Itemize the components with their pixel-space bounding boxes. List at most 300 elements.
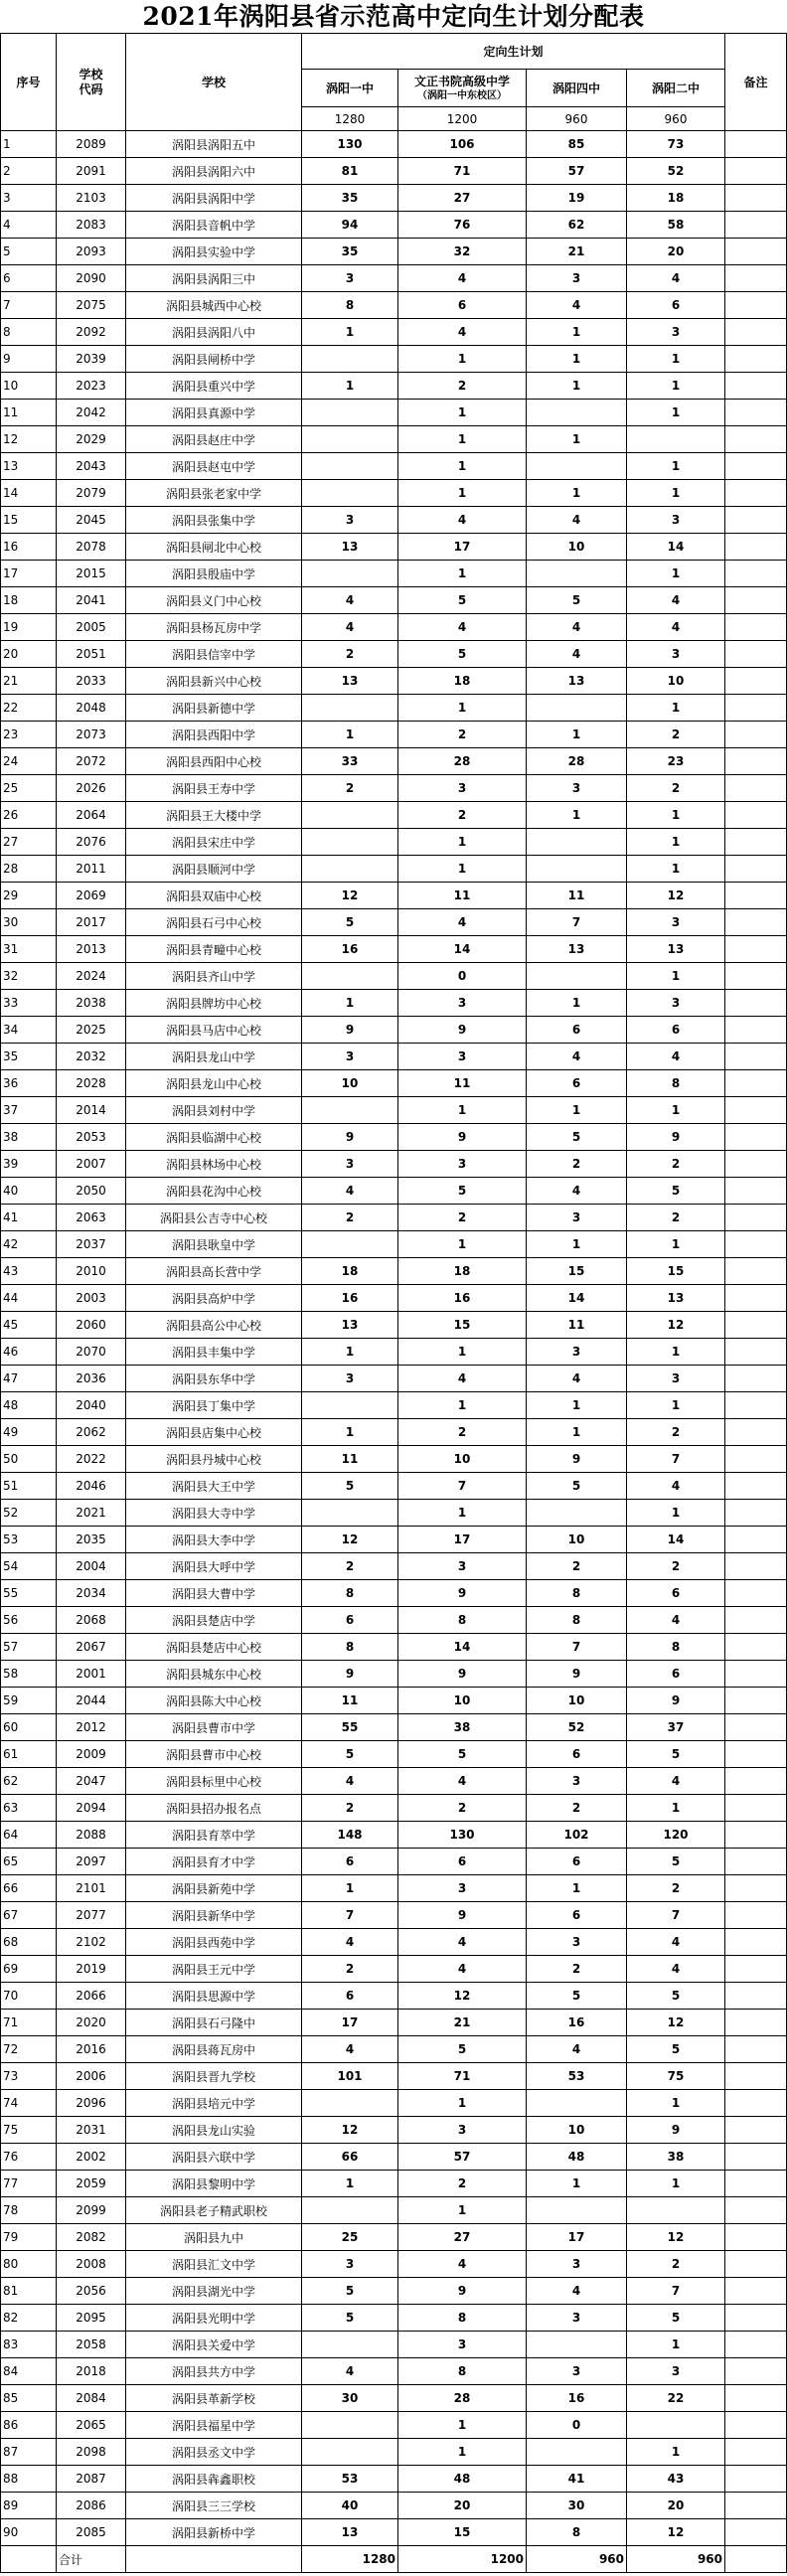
quota-cell-3: 3: [527, 1929, 627, 1956]
seq-cell: 26: [1, 802, 57, 829]
school-code-cell: 2033: [57, 668, 126, 695]
quota-cell-3: 16: [527, 2385, 627, 2412]
remark-cell: [725, 1258, 787, 1285]
school-name-cell: 涡阳县双庙中心校: [126, 883, 302, 909]
quota-cell-3: 4: [527, 2036, 627, 2063]
school-name-cell: 涡阳县青疃中心校: [126, 936, 302, 963]
quota-cell-3: 19: [527, 185, 627, 212]
quota-cell-3: 4: [527, 292, 627, 319]
quota-cell-2: 6: [398, 292, 527, 319]
quota-cell-4: 6: [627, 292, 725, 319]
school-code-cell: 2066: [57, 1983, 126, 2010]
seq-cell: 20: [1, 641, 57, 668]
quota-cell-4: 13: [627, 1285, 725, 1312]
quota-cell-1: 10: [302, 1070, 398, 1097]
quota-cell-2: 38: [398, 1714, 527, 1741]
table-row: [1, 829, 787, 856]
seq-cell: 89: [1, 2493, 57, 2519]
school-name-cell: 涡阳县育萃中学: [126, 1822, 302, 1849]
remark-cell: [725, 1339, 787, 1366]
quota-cell-2: 3: [398, 775, 527, 802]
total-value-3: 960: [527, 2546, 627, 2573]
quota-cell-4: 6: [627, 1661, 725, 1688]
page-title: 2021年涡阳县省示范高中定向生计划分配表: [142, 2, 645, 31]
school-name-cell: 涡阳县信宰中学: [126, 641, 302, 668]
quota-cell-1: 40: [302, 2493, 398, 2519]
quota-cell-2: 5: [398, 587, 527, 614]
quota-cell-1: 35: [302, 185, 398, 212]
quota-cell-4: 20: [627, 2493, 725, 2519]
quota-cell-4: 5: [627, 1741, 725, 1768]
remark-cell: [725, 2117, 787, 2144]
quota-cell-3: 62: [527, 212, 627, 239]
school-code-cell: 2086: [57, 2493, 126, 2519]
school-code-cell: 2065: [57, 2412, 126, 2439]
school-name-cell: 涡阳县培元中学: [126, 2090, 302, 2117]
table-row: [1, 1419, 787, 1446]
seq-cell: 40: [1, 1178, 57, 1205]
school-code-cell: 2085: [57, 2519, 126, 2546]
school-name-cell: 涡阳县新苑中学: [126, 1875, 302, 1902]
table-row: [1, 936, 787, 963]
school-code-cell: 2005: [57, 614, 126, 641]
remark-cell: [725, 695, 787, 722]
quota-cell-4: 1: [627, 2439, 725, 2466]
quota-cell-3: 6: [527, 1849, 627, 1875]
quota-cell-1: [302, 453, 398, 480]
quota-cell-2: 9: [398, 1017, 527, 1044]
quota-cell-4: 1: [627, 453, 725, 480]
school-name-cell: 涡阳县公吉寺中心校: [126, 1205, 302, 1231]
remark-cell: [725, 1205, 787, 1231]
quota-cell-4: 4: [627, 265, 725, 292]
quota-cell-2: 20: [398, 2493, 527, 2519]
quota-cell-4: 1: [627, 480, 725, 507]
quota-cell-4: 8: [627, 1070, 725, 1097]
school-code-cell: 2093: [57, 239, 126, 265]
school-code-cell: 2088: [57, 1822, 126, 1849]
table-row: [1, 1312, 787, 1339]
seq-cell: 30: [1, 909, 57, 936]
quota-cell-3: 10: [527, 1527, 627, 1553]
school-name-cell: 涡阳县顺河中学: [126, 856, 302, 883]
quota-cell-2: 3: [398, 1553, 527, 1580]
table-row: [1, 561, 787, 587]
quota-cell-3: [527, 2197, 627, 2224]
table-row: [1, 1795, 787, 1822]
quota-cell-4: 23: [627, 748, 725, 775]
quota-cell-3: 6: [527, 1902, 627, 1929]
remark-cell: [725, 400, 787, 426]
seq-cell: 37: [1, 1097, 57, 1124]
quota-cell-1: 1: [302, 1339, 398, 1366]
quota-cell-1: [302, 2332, 398, 2358]
header-school-code: [57, 34, 126, 131]
remark-cell: [725, 185, 787, 212]
school-code-cell: 2046: [57, 1473, 126, 1500]
remark-cell: [725, 239, 787, 265]
quota-cell-2: 14: [398, 1634, 527, 1661]
quota-cell-1: [302, 1231, 398, 1258]
quota-cell-4: 5: [627, 1983, 725, 2010]
school-code-cell: 2041: [57, 587, 126, 614]
quota-cell-4: [627, 2412, 725, 2439]
school-name-cell: 涡阳县临湖中心校: [126, 1124, 302, 1151]
quota-cell-1: 4: [302, 1178, 398, 1205]
remark-cell: [725, 1822, 787, 1849]
remark-cell: [725, 2493, 787, 2519]
remark-cell: [725, 1714, 787, 1741]
seq-cell: 56: [1, 1607, 57, 1634]
table-row: [1, 2493, 787, 2519]
seq-cell: 72: [1, 2036, 57, 2063]
seq-cell: 28: [1, 856, 57, 883]
seq-cell: 84: [1, 2358, 57, 2385]
school-code-cell: 2087: [57, 2466, 126, 2493]
allocation-table: [0, 33, 787, 2573]
quota-cell-2: 11: [398, 883, 527, 909]
school-code-cell: 2017: [57, 909, 126, 936]
quota-cell-1: [302, 1392, 398, 1419]
school-code-cell: 2014: [57, 1097, 126, 1124]
remark-cell: [725, 1017, 787, 1044]
seq-cell: 18: [1, 587, 57, 614]
quota-cell-2: 10: [398, 1446, 527, 1473]
table-row: [1, 2117, 787, 2144]
quota-cell-1: 3: [302, 2251, 398, 2278]
table-row: [1, 695, 787, 722]
seq-cell: 46: [1, 1339, 57, 1366]
seq-cell: 24: [1, 748, 57, 775]
table-row: [1, 1902, 787, 1929]
school-name-cell: 涡阳县高炉中学: [126, 1285, 302, 1312]
quota-cell-4: 73: [627, 131, 725, 158]
quota-cell-3: [527, 2090, 627, 2117]
seq-cell: 22: [1, 695, 57, 722]
table-row: [1, 2412, 787, 2439]
quota-cell-4: 4: [627, 587, 725, 614]
quota-cell-2: 18: [398, 1258, 527, 1285]
seq-cell: 4: [1, 212, 57, 239]
table-row: [1, 453, 787, 480]
remark-cell: [725, 909, 787, 936]
quota-cell-3: 4: [527, 1366, 627, 1392]
remark-cell: [725, 507, 787, 534]
quota-cell-2: 1: [398, 453, 527, 480]
table-row: [1, 1500, 787, 1527]
quota-cell-2: 15: [398, 1312, 527, 1339]
quota-cell-1: 4: [302, 2358, 398, 2385]
quota-cell-1: 30: [302, 2385, 398, 2412]
quota-cell-4: 2: [627, 775, 725, 802]
seq-cell: 19: [1, 614, 57, 641]
quota-cell-4: 3: [627, 641, 725, 668]
total-label: 合计: [57, 2546, 126, 2573]
school-name-cell: 涡阳县涡阳三中: [126, 265, 302, 292]
remark-cell: [725, 1044, 787, 1070]
quota-cell-1: [302, 695, 398, 722]
remark-cell: [725, 1419, 787, 1446]
quota-cell-2: 21: [398, 2010, 527, 2036]
quota-cell-3: 1: [527, 373, 627, 400]
table-row: [1, 1849, 787, 1875]
table-row: [1, 2385, 787, 2412]
remark-cell: [725, 641, 787, 668]
quota-cell-4: 9: [627, 2117, 725, 2144]
seq-cell: 14: [1, 480, 57, 507]
seq-cell: 3: [1, 185, 57, 212]
quota-cell-2: 4: [398, 2251, 527, 2278]
school-name-cell: 涡阳县汇文中学: [126, 2251, 302, 2278]
quota-cell-3: 1: [527, 722, 627, 748]
school-code-cell: 2024: [57, 963, 126, 990]
remark-cell: [725, 2546, 787, 2573]
school-name-cell: 涡阳县城西中心校: [126, 292, 302, 319]
school-name-cell: [126, 2546, 302, 2573]
quota-cell-2: 6: [398, 1849, 527, 1875]
quota-cell-1: 33: [302, 748, 398, 775]
quota-cell-4: 20: [627, 239, 725, 265]
school-code-cell: 2029: [57, 426, 126, 453]
quota-cell-1: 13: [302, 668, 398, 695]
school-name-cell: 涡阳县宋庄中学: [126, 829, 302, 856]
quota-cell-2: 1: [398, 695, 527, 722]
table-row: [1, 265, 787, 292]
school-code-cell: 2103: [57, 185, 126, 212]
quota-cell-4: 1: [627, 1500, 725, 1527]
quota-cell-4: 58: [627, 212, 725, 239]
table-row: [1, 856, 787, 883]
quota-cell-2: 2: [398, 373, 527, 400]
quota-cell-3: 6: [527, 1070, 627, 1097]
quota-cell-1: 4: [302, 614, 398, 641]
seq-cell: 80: [1, 2251, 57, 2278]
seq-cell: 25: [1, 775, 57, 802]
seq-cell: 64: [1, 1822, 57, 1849]
school-name-cell: 涡阳县涡阳中学: [126, 185, 302, 212]
quota-cell-3: 52: [527, 1714, 627, 1741]
quota-cell-3: [527, 1500, 627, 1527]
school-code-cell: 2072: [57, 748, 126, 775]
remark-cell: [725, 1983, 787, 2010]
header-target-2: [398, 70, 527, 107]
school-name-cell: 涡阳县马店中心校: [126, 1017, 302, 1044]
seq-cell: 68: [1, 1929, 57, 1956]
quota-cell-3: 1: [527, 802, 627, 829]
quota-cell-4: 14: [627, 1527, 725, 1553]
school-code-cell: 2002: [57, 2144, 126, 2171]
quota-cell-4: 3: [627, 909, 725, 936]
quota-cell-3: 21: [527, 239, 627, 265]
quota-cell-4: 6: [627, 1580, 725, 1607]
table-row: [1, 239, 787, 265]
school-name-cell: 涡阳县丰集中学: [126, 1339, 302, 1366]
seq-cell: 8: [1, 319, 57, 346]
quota-cell-2: 57: [398, 2144, 527, 2171]
remark-cell: [725, 2224, 787, 2251]
seq-cell: 2: [1, 158, 57, 185]
school-name-cell: 涡阳县高长营中学: [126, 1258, 302, 1285]
seq-cell: 9: [1, 346, 57, 373]
table-row: [1, 1553, 787, 1580]
quota-cell-4: 1: [627, 2090, 725, 2117]
quota-cell-3: 85: [527, 131, 627, 158]
table-row: [1, 2171, 787, 2197]
header-target-4: 涡阳二中: [627, 70, 725, 107]
quota-cell-4: 2: [627, 722, 725, 748]
school-name-cell: 涡阳县店集中心校: [126, 1419, 302, 1446]
school-code-cell: 2056: [57, 2278, 126, 2305]
quota-cell-3: 1: [527, 426, 627, 453]
quota-cell-3: 9: [527, 1446, 627, 1473]
quota-cell-4: 1: [627, 695, 725, 722]
quota-cell-3: 5: [527, 1473, 627, 1500]
school-name-cell: 涡阳县招办报名点: [126, 1795, 302, 1822]
quota-cell-1: 5: [302, 2278, 398, 2305]
school-name-cell: 涡阳县晋九学校: [126, 2063, 302, 2090]
remark-cell: [725, 2090, 787, 2117]
school-name-cell: 涡阳县大王中学: [126, 1473, 302, 1500]
quota-cell-4: 12: [627, 2010, 725, 2036]
seq-cell: 50: [1, 1446, 57, 1473]
school-code-cell: 2082: [57, 2224, 126, 2251]
quota-cell-3: [527, 695, 627, 722]
quota-cell-4: 4: [627, 1044, 725, 1070]
school-code-cell: 2015: [57, 561, 126, 587]
remark-cell: [725, 2251, 787, 2278]
quota-cell-4: 2: [627, 1553, 725, 1580]
quota-cell-1: 2: [302, 1795, 398, 1822]
quota-cell-2: 28: [398, 2385, 527, 2412]
quota-cell-4: 1: [627, 1339, 725, 1366]
quota-cell-2: 5: [398, 2036, 527, 2063]
header-target-2-subtitle: （涡阳一中东校区）: [417, 89, 507, 101]
remark-cell: [725, 319, 787, 346]
quota-cell-1: 4: [302, 1929, 398, 1956]
school-name-cell: 涡阳县丹城中心校: [126, 1446, 302, 1473]
quota-cell-4: 4: [627, 1473, 725, 1500]
table-row: [1, 1983, 787, 2010]
table-row: [1, 426, 787, 453]
seq-cell: 54: [1, 1553, 57, 1580]
school-code-cell: 2063: [57, 1205, 126, 1231]
school-code-cell: 2068: [57, 1607, 126, 1634]
school-code-cell: 2004: [57, 1553, 126, 1580]
school-code-cell: 2008: [57, 2251, 126, 2278]
quota-cell-1: 1: [302, 1875, 398, 1902]
seq-cell: 82: [1, 2305, 57, 2332]
table-row: [1, 1017, 787, 1044]
quota-cell-1: 8: [302, 1634, 398, 1661]
quota-cell-3: 6: [527, 1741, 627, 1768]
quota-cell-1: 9: [302, 1124, 398, 1151]
quota-cell-4: 38: [627, 2144, 725, 2171]
quota-cell-2: 3: [398, 1875, 527, 1902]
quota-cell-2: 4: [398, 614, 527, 641]
seq-cell: 16: [1, 534, 57, 561]
school-name-cell: 涡阳县九中: [126, 2224, 302, 2251]
table-row: [1, 1124, 787, 1151]
quota-cell-3: 11: [527, 1312, 627, 1339]
quota-cell-2: 9: [398, 1580, 527, 1607]
quota-cell-2: 9: [398, 1902, 527, 1929]
quota-cell-3: 1: [527, 2171, 627, 2197]
quota-cell-4: 12: [627, 2519, 725, 2546]
school-name-cell: 涡阳县育才中学: [126, 1849, 302, 1875]
quota-cell-3: 4: [527, 507, 627, 534]
quota-cell-1: 12: [302, 1527, 398, 1553]
seq-cell: 1: [1, 131, 57, 158]
school-code-cell: 2022: [57, 1446, 126, 1473]
school-code-cell: 2012: [57, 1714, 126, 1741]
quota-cell-2: 3: [398, 2117, 527, 2144]
remark-cell: [725, 1285, 787, 1312]
school-code-cell: 2043: [57, 453, 126, 480]
quota-cell-1: 1: [302, 1419, 398, 1446]
quota-cell-4: 2: [627, 2251, 725, 2278]
seq-cell: 34: [1, 1017, 57, 1044]
quota-cell-1: 148: [302, 1822, 398, 1849]
quota-cell-3: 1: [527, 1097, 627, 1124]
school-name-cell: 涡阳县龙山实验: [126, 2117, 302, 2144]
remark-cell: [725, 2144, 787, 2171]
quota-cell-3: 2: [527, 1795, 627, 1822]
quota-cell-3: 10: [527, 2117, 627, 2144]
seq-cell: 15: [1, 507, 57, 534]
remark-cell: [725, 1768, 787, 1795]
quota-cell-1: 11: [302, 1688, 398, 1714]
school-name-cell: 涡阳县重兴中学: [126, 373, 302, 400]
remark-cell: [725, 587, 787, 614]
seq-cell: 73: [1, 2063, 57, 2090]
table-row: [1, 1205, 787, 1231]
quota-cell-1: 66: [302, 2144, 398, 2171]
quota-cell-1: 101: [302, 2063, 398, 2090]
quota-cell-3: 102: [527, 1822, 627, 1849]
school-code-cell: 2031: [57, 2117, 126, 2144]
quota-cell-1: 25: [302, 2224, 398, 2251]
school-name-cell: 涡阳县大曹中学: [126, 1580, 302, 1607]
school-code-cell: 2098: [57, 2439, 126, 2466]
remark-cell: [725, 1231, 787, 1258]
quota-cell-1: [302, 480, 398, 507]
quota-cell-3: 7: [527, 909, 627, 936]
remark-cell: [725, 1151, 787, 1178]
remark-cell: [725, 1795, 787, 1822]
seq-cell: 27: [1, 829, 57, 856]
quota-cell-3: 2: [527, 1151, 627, 1178]
school-name-cell: 涡阳县殷庙中学: [126, 561, 302, 587]
seq-cell: 7: [1, 292, 57, 319]
quota-cell-3: 8: [527, 1580, 627, 1607]
quota-cell-4: 1: [627, 346, 725, 373]
quota-cell-2: 9: [398, 1124, 527, 1151]
school-code-cell: 2059: [57, 2171, 126, 2197]
school-code-cell: 2084: [57, 2385, 126, 2412]
table-row: [1, 319, 787, 346]
quota-cell-2: 15: [398, 2519, 527, 2546]
seq-cell: 33: [1, 990, 57, 1017]
school-name-cell: 涡阳县王寿中学: [126, 775, 302, 802]
table-row: [1, 1473, 787, 1500]
quota-cell-2: 130: [398, 1822, 527, 1849]
table-row: [1, 668, 787, 695]
quota-cell-3: 3: [527, 1339, 627, 1366]
remark-cell: [725, 2197, 787, 2224]
seq-cell: 39: [1, 1151, 57, 1178]
total-value-2: 1200: [398, 2546, 527, 2573]
school-code-cell: 2053: [57, 1124, 126, 1151]
